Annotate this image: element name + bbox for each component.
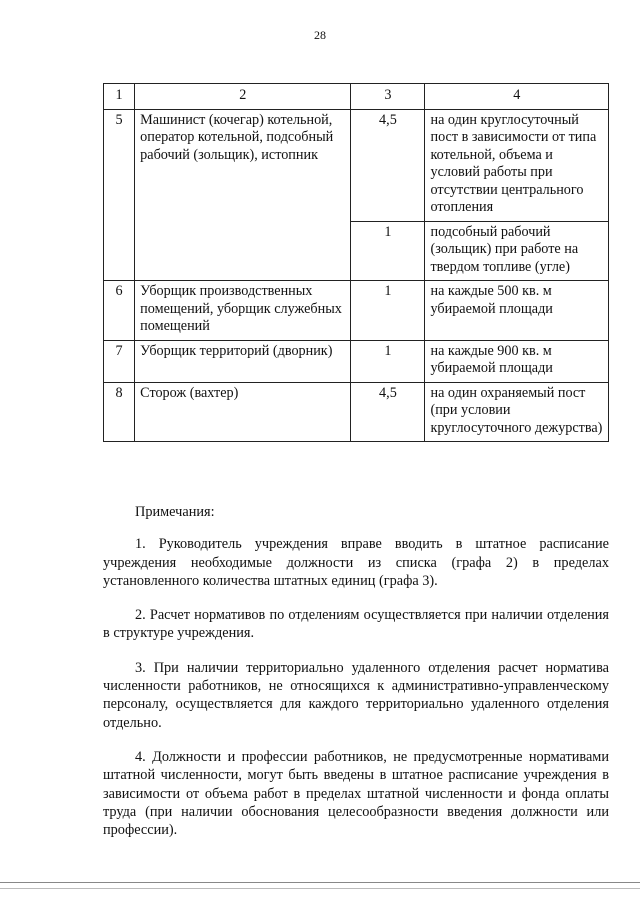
notes-section [103,503,609,855]
norm-condition: на каждые 900 кв. м убираемой площади [425,340,609,382]
staff-quantity: 4,5 [351,382,425,442]
scan-edge-line [0,888,640,889]
staff-quantity: 1 [351,281,425,341]
note-item: 4. Должности и профессии работников, не предусмотренные нормативами штатной численности, могут быть введены в штатное расписание учреждения в зависимости от объема работ в пределах штатной численности и фонда оплаты труда (при наличии обоснования целесообразности введения должности или профессии). [103,748,609,839]
note-item: 3. При наличии территориально удаленного отделения расчет норматива численности работников, не относящихся к административно-управленческому персоналу, осуществляется для каждого территориально удаленного отделения отдельно. [103,659,609,731]
row-number: 6 [104,281,135,341]
header-cell-3: 3 [351,84,425,110]
header-cell-1: 1 [104,84,135,110]
position-name: Уборщик территорий (дворник) [135,340,351,382]
table-row [104,281,609,341]
row-number: 5 [104,109,135,281]
table-row [104,340,609,382]
norm-condition: на каждые 500 кв. м убираемой площади [425,281,609,341]
staffing-norms-table [103,83,609,442]
position-name: Машинист (кочегар) котельной, оператор котельной, подсобный рабочий (зольщик), истопник [135,109,351,281]
row-number: 8 [104,382,135,442]
norm-condition: на один охраняемый пост (при условии круглосуточного дежурства) [425,382,609,442]
row-number: 7 [104,340,135,382]
header-cell-4: 4 [425,84,609,110]
note-item: 1. Руководитель учреждения вправе вводить в штатное расписание учреждения необходимые должности из списка (графа 2) в пределах установленного количества штатных единиц (графа 3). [103,536,609,589]
norm-condition: на один круглосуточный пост в зависимости от типа котельной, объема и условий работы при отсутствии центрального отопления [425,109,609,221]
staff-quantity: 1 [351,340,425,382]
note-item: 2. Расчет нормативов по отделениям осуществляется при наличии отделения в структуре учреждения. [103,607,609,642]
page-number: 28 [314,28,326,42]
table-header-row [104,84,609,110]
scan-edge-line [0,882,640,883]
table-row [104,109,609,221]
position-name: Сторож (вахтер) [135,382,351,442]
norm-condition: подсобный рабочий (зольщик) при работе на твердом топливе (угле) [425,221,609,281]
header-cell-2: 2 [135,84,351,110]
staff-quantity: 4,5 [351,109,425,221]
position-name: Уборщик производственных помещений, уборщик служебных помещений [135,281,351,341]
notes-title: Примечания: [135,504,215,520]
staff-quantity: 1 [351,221,425,281]
table-row [104,382,609,442]
